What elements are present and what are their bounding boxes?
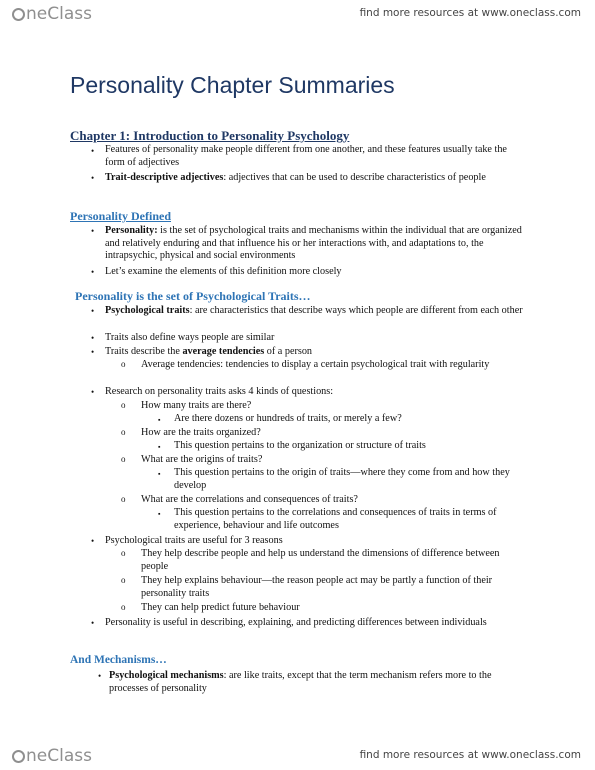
question-3: What are the origins of traits?	[141, 454, 263, 465]
square-bullet-icon: ▪	[158, 510, 161, 518]
bullet-icon: •	[91, 618, 95, 628]
traits-bullet-1: Psychological traits: are characteristics that describe ways which people are different from each other	[105, 305, 523, 316]
page-header	[0, 0, 595, 30]
circle-bullet-icon: o	[121, 400, 126, 410]
bullet-icon: •	[91, 226, 95, 236]
circle-bullet-icon: o	[121, 575, 126, 585]
square-bullet-icon: ▪	[158, 416, 161, 424]
definition-bullet-1: Personality: is the set of psychological traits and mechanisms within the individual that are organized and relatively enduring and that influence his or her interactions with, and adaptations to, the intrapsychic, physical and social environments	[105, 225, 522, 261]
bullet-icon: •	[91, 333, 95, 343]
header-tagline: find more resources at www.oneclass.com	[359, 7, 581, 19]
question-4-detail: This question pertains to the correlations and consequences of traits in terms of experience, behaviour and life outcomes	[174, 507, 497, 531]
bullet-icon: •	[91, 267, 95, 277]
question-3-detail: This question pertains to the origin of traits—where they come from and how they develop	[174, 467, 510, 491]
chapter-1-bullet-2: Trait-descriptive adjectives: adjectives that can be used to describe characteristics of people	[105, 172, 486, 183]
circle-bullet-icon: o	[121, 602, 126, 612]
square-bullet-icon: ▪	[158, 470, 161, 478]
square-bullet-icon: ▪	[158, 443, 161, 451]
question-1-detail: Are there dozens or hundreds of traits, or merely a few?	[174, 413, 402, 424]
circle-bullet-icon: o	[121, 548, 126, 558]
logo-text: neClass	[26, 746, 92, 766]
logo-ring-icon	[12, 8, 25, 21]
circle-bullet-icon: o	[121, 454, 126, 464]
bullet-icon: •	[91, 146, 95, 156]
footer-tagline: find more resources at www.oneclass.com	[359, 749, 581, 761]
traits-heading: Personality is the set of Psychological Traits…	[75, 289, 311, 303]
bullet-icon: •	[91, 347, 95, 357]
question-2-detail: This question pertains to the organization or structure of traits	[174, 440, 426, 451]
reason-1: They help describe people and help us understand the dimensions of difference between people	[141, 548, 500, 572]
page-footer	[0, 740, 595, 770]
personality-defined-heading: Personality Defined	[70, 209, 171, 223]
logo-text: neClass	[26, 4, 92, 24]
traits-bullet-4: Research on personality traits asks 4 kinds of questions:	[105, 386, 334, 397]
bullet-icon: •	[91, 387, 95, 397]
mechanisms-bullet-1: Psychological mechanisms: are like traits, except that the term mechanism refers more to the processes of personality	[109, 670, 492, 694]
chapter-1-bullet-1: Features of personality make people different from one another, and these features usually take the form of adjectives	[105, 144, 507, 168]
document-title: Personality Chapter Summaries	[70, 72, 395, 98]
bullet-icon: •	[91, 536, 95, 546]
reason-3: They can help predict future behaviour	[141, 602, 300, 613]
circle-bullet-icon: o	[121, 494, 126, 504]
oneclass-logo[interactable]	[12, 746, 92, 766]
mechanisms-heading: And Mechanisms…	[70, 654, 167, 666]
circle-bullet-icon: o	[121, 359, 126, 369]
question-1: How many traits are there?	[141, 400, 252, 411]
bullet-icon: •	[91, 306, 95, 316]
traits-bullet-2: Traits also define ways people are similar	[105, 332, 275, 343]
circle-bullet-icon: o	[121, 427, 126, 437]
chapter-1-heading: Chapter 1: Introduction to Personality Psychology	[70, 128, 350, 143]
definition-bullet-2: Let’s examine the elements of this definition more closely	[105, 266, 342, 277]
traits-bullet-5: Psychological traits are useful for 3 reasons	[105, 535, 283, 546]
bullet-icon: •	[91, 173, 95, 183]
traits-bullet-3: Traits describe the average tendencies of a person	[105, 346, 313, 357]
oneclass-logo[interactable]	[12, 4, 92, 24]
bullet-icon: •	[98, 671, 102, 681]
logo-ring-icon	[12, 750, 25, 763]
question-4: What are the correlations and consequences of traits?	[141, 494, 358, 505]
reason-2: They help explains behaviour—the reason people act may be partly a function of their personality traits	[141, 575, 493, 599]
traits-bullet-6: Personality is useful in describing, explaining, and predicting differences between individuals	[105, 617, 487, 628]
traits-sub-bullet-average: Average tendencies: tendencies to display a certain psychological trait with regularity	[141, 359, 490, 370]
question-2: How are the traits organized?	[141, 427, 261, 438]
